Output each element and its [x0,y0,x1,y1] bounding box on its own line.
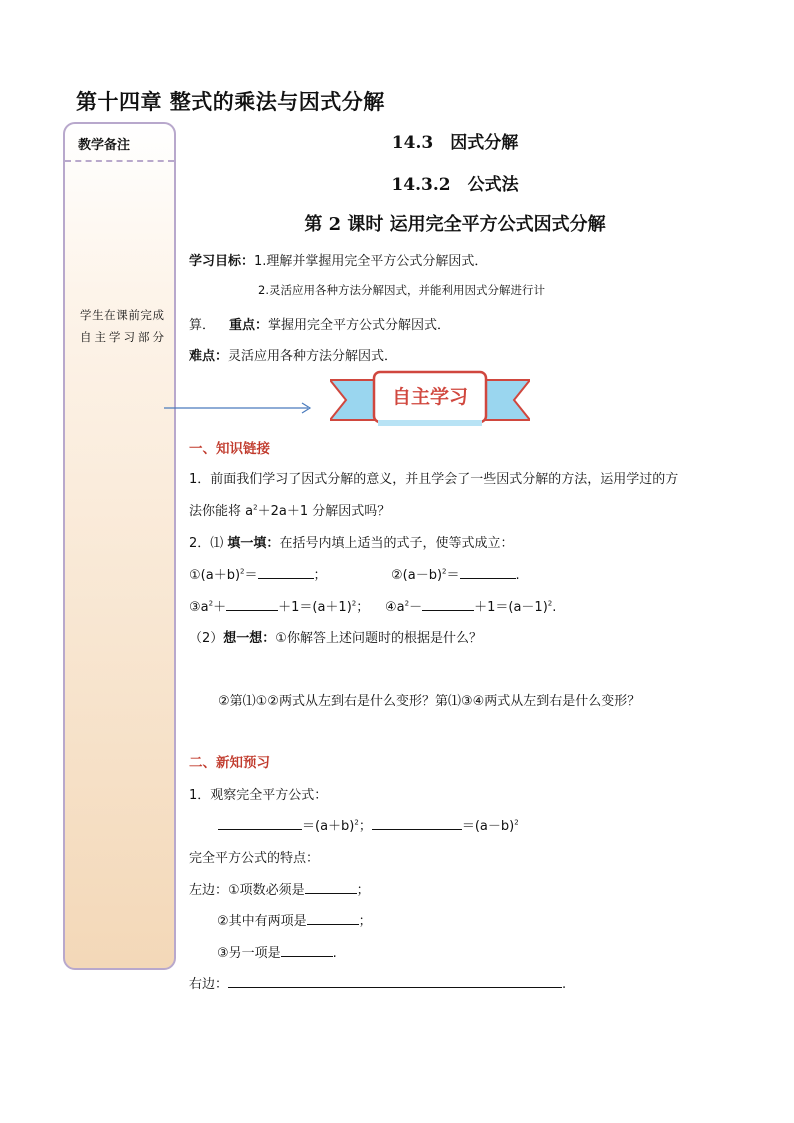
answer-blank[interactable] [258,566,314,579]
objectives-line3 [189,314,450,333]
separator: . [515,568,520,583]
answer-blank[interactable] [281,944,333,957]
formula-row-2b [385,596,556,615]
features-title: 完全平方公式的特点： [189,851,320,866]
answer-blank[interactable] [218,817,302,830]
q2-label: 填一填： [227,536,280,551]
q1-text-b: ＋2a＋1 分解因式吗？ [257,504,391,519]
separator: ； [356,883,370,898]
objective-1: 1.理解并掌握用完全平方公式分解因式． [254,254,488,269]
section1-title: 一、知识链接 [189,441,270,457]
section2-title: 二、新知预习 [189,755,270,771]
formula-1: ①(a＋b) [189,568,241,583]
section1-q1-line1: 1．前面我们学习了因式分解的意义，并且学会了一些因式分解的方法，运用学过的方 [189,472,679,487]
answer-blank[interactable] [372,817,462,830]
formula-3: ③a [189,600,209,615]
objective-2-cont: 算． [189,318,216,333]
left-label: 左边： [189,883,229,898]
section1-q2 [189,532,513,551]
q3-text: ①你解答上述问题时的根据是什么？ [275,631,482,646]
difficulty-text: 灵活应用各种方法分解因式． [228,349,398,364]
equals: ＝ [244,568,258,583]
separator: ； [358,819,372,834]
key-point-text: 掌握用完全平方公式分解因式． [268,318,451,333]
q3-label: 想一想： [223,631,276,646]
formula-expansion-row [218,815,519,834]
formula-row-2 [189,596,369,615]
left-side-3 [217,942,337,961]
formula-3-rest: ＋1＝(a＋1) [278,600,352,615]
left-side-2 [217,910,372,929]
expansion-1: ＝(a＋b) [302,819,355,834]
superscript: 2 [351,599,357,608]
superscript: 2 [240,567,245,576]
banner-text: 自主学习 [391,386,468,408]
answer-blank[interactable] [305,881,357,894]
superscript: 2 [354,818,359,827]
expansion-2: ＝(a－b) [461,819,515,834]
plus: ＋ [213,600,227,615]
separator: . [552,600,557,615]
left-item-2: ②其中有两项是 [217,914,307,929]
formula-row-1b [391,564,520,583]
q3-number: （2） [189,631,224,646]
section1-q1-line2 [189,500,390,519]
section1-q3 [189,627,482,646]
answer-blank[interactable] [307,912,359,925]
self-study-banner [330,370,530,428]
equals: ＝ [446,568,460,583]
teaching-notes-sidebar [63,122,176,970]
superscript: 2 [404,599,410,608]
formula-4-rest: ＋1＝(a－1) [474,600,548,615]
superscript: 2 [253,503,258,512]
separator: . [332,946,337,961]
arrow-right-icon [164,402,316,414]
section1-q4: ②第⑴①②两式从左到右是什么变形？第⑴③④两式从左到右是什么变形？ [218,694,641,709]
left-item-1: ①项数必须是 [228,883,305,898]
left-item-3: ③另一项是 [217,946,281,961]
difficulty-label: 难点： [189,349,229,364]
formula-4: ④a [385,600,405,615]
superscript: 2 [442,567,447,576]
superscript: 2 [208,599,214,608]
answer-blank[interactable] [228,975,562,988]
q2-number: 2．⑴ [189,536,224,551]
chapter-title: 第十四章 整式的乘法与因式分解 [76,90,385,114]
subsection-heading: 14.3.2 公式法 [391,175,519,195]
superscript: 2 [514,818,519,827]
difficulty-line [189,345,397,364]
lesson-heading: 第 2 课时 运用完全平方公式因式分解 [304,214,606,235]
separator: ； [358,914,372,929]
right-label: 右边： [189,977,229,992]
answer-blank[interactable] [460,566,516,579]
right-side [189,973,566,992]
answer-blank[interactable] [226,598,278,611]
separator: ； [356,600,370,615]
objective-2: 2.灵活应用各种方法分解因式，并能利用因式分解进行计 [258,283,545,297]
objectives-line1 [189,250,487,269]
left-side-1 [189,879,370,898]
sidebar-note: 学生在课前完成自主学习部分 [80,308,164,344]
q1-text-a: 法你能将 a [189,504,254,519]
key-point-label: 重点： [229,318,269,333]
minus: － [409,600,423,615]
answer-blank[interactable] [422,598,474,611]
sidebar-title: 教学备注 [78,138,131,153]
section2-q1: 1．观察完全平方公式： [189,788,328,803]
section-heading: 14.3 因式分解 [391,133,519,153]
separator: ； [313,568,327,583]
superscript: 2 [547,599,553,608]
objectives-label: 学习目标： [189,254,255,269]
sidebar-header [65,124,174,162]
formula-row-1 [189,564,327,583]
separator: . [562,977,567,992]
formula-2: ②(a－b) [391,568,443,583]
q2-text: 在括号内填上适当的式子，使等式成立： [279,536,514,551]
